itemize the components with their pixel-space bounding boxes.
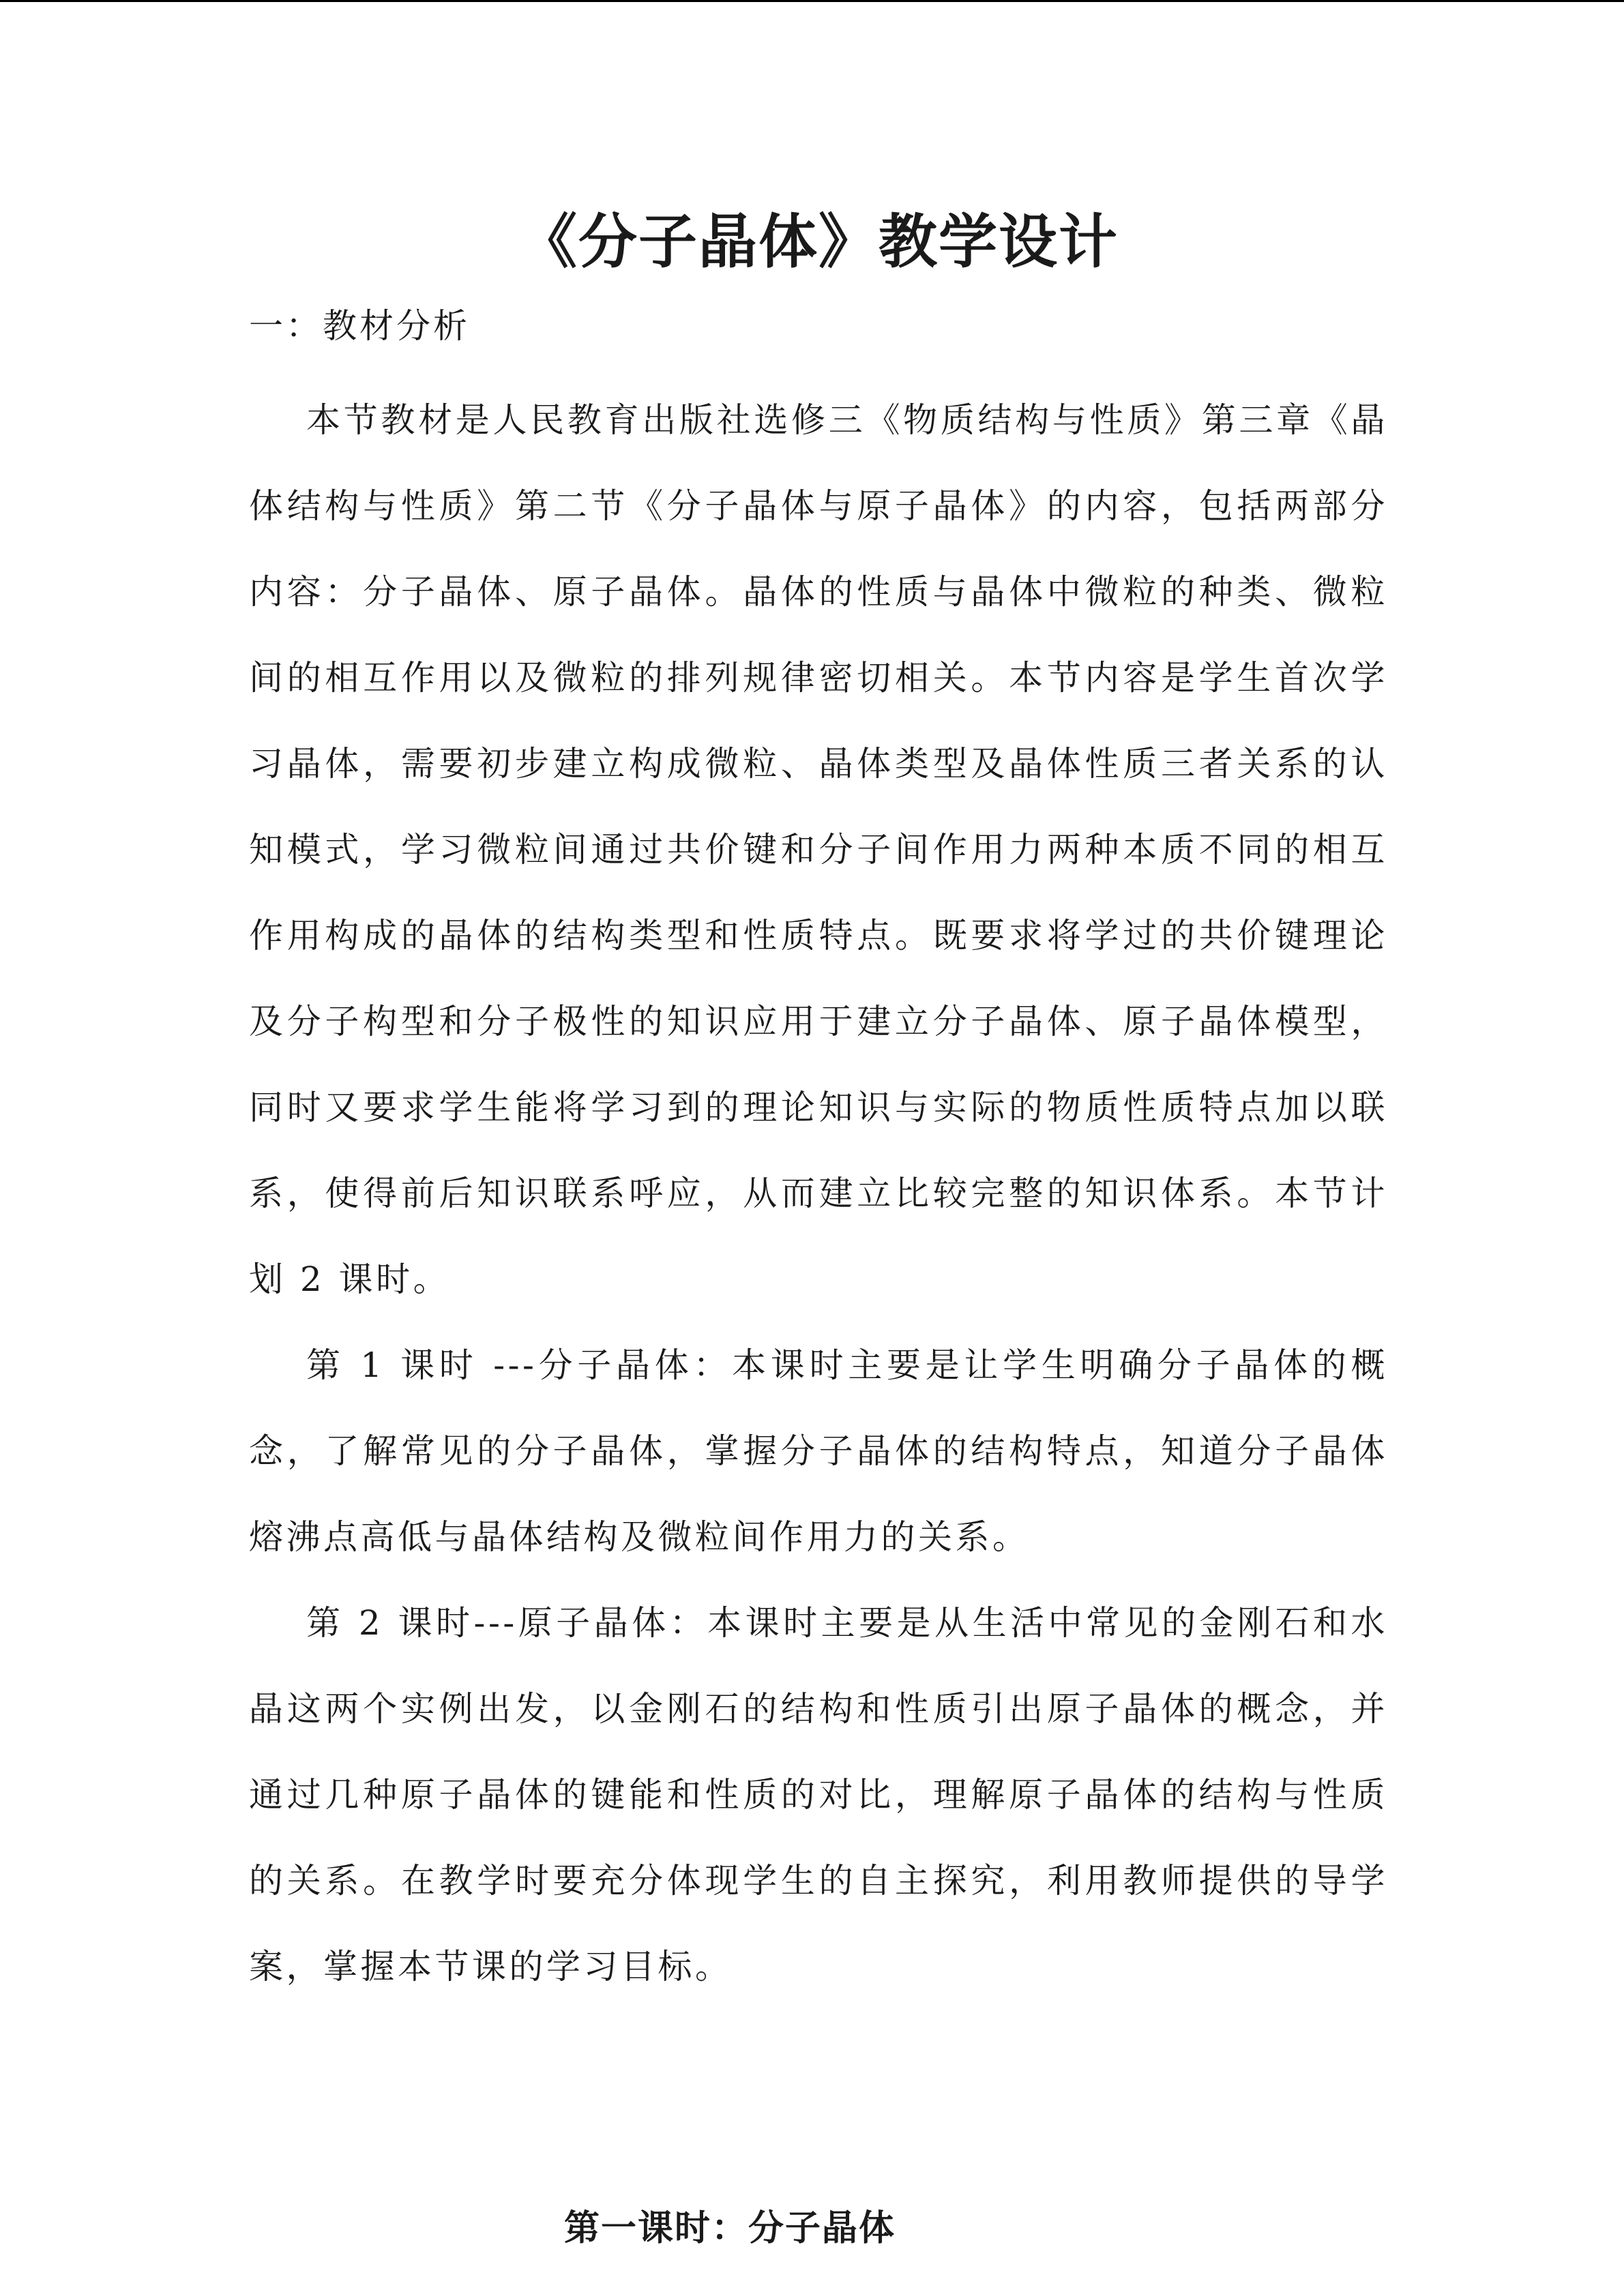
lesson-heading: 第一课时：分子晶体 [563, 2207, 896, 2249]
body-text [249, 377, 1388, 2010]
top-border-line [0, 0, 1624, 2]
paragraph-lesson-1: 第 1 课时 ---分子晶体：本课时主要是让学生明确分子晶体的概念，了解常见的分子晶体，掌握分子晶体的结构特点，知道分子晶体熔沸点高低与晶体结构及微粒间作用力的关系。 [249, 1345, 1388, 1557]
paragraph-overview: 本节教材是人民教育出版社选修三《物质结构与性质》第三章《晶体结构与性质》第二节《分子晶体与原子晶体》的内容，包括两部分内容：分子晶体、原子晶体。晶体的性质与晶体中微粒的种类、微粒间的相互作用以及微粒的排列规律密切相关。本节内容是学生首次学习晶体，需要初步建立构成微粒、晶体类型及晶体性质三者关系的认知模式，学习微粒间通过共价键和分子间作用力两种本质不同的相互作用构成的晶体的结构类型和性质特点。既要求将学过的共价键理论及分子构型和分子极性的知识应用于建立分子晶体、原子晶体模型，同时又要求学生能将学习到的理论知识与实际的物质性质特点加以联系，使得前后知识联系呼应，从而建立比较完整的知识体系。本节计划 2 课时。 [249, 400, 1388, 1299]
paragraph-lesson-2: 第 2 课时---原子晶体：本课时主要是从生活中常见的金刚石和水晶这两个实例出发，以金刚石的结构和性质引出原子晶体的概念，并通过几种原子晶体的键能和性质的对比，理解原子晶体的结构与性质的关系。在教学时要充分体现学生的自主探究，利用教师提供的导学案，掌握本节课的学习目标。 [249, 1603, 1388, 1986]
section-heading-textbook-analysis: 一：教材分析 [249, 306, 470, 346]
document-title: 《分子晶体》教学设计 [518, 207, 1119, 276]
